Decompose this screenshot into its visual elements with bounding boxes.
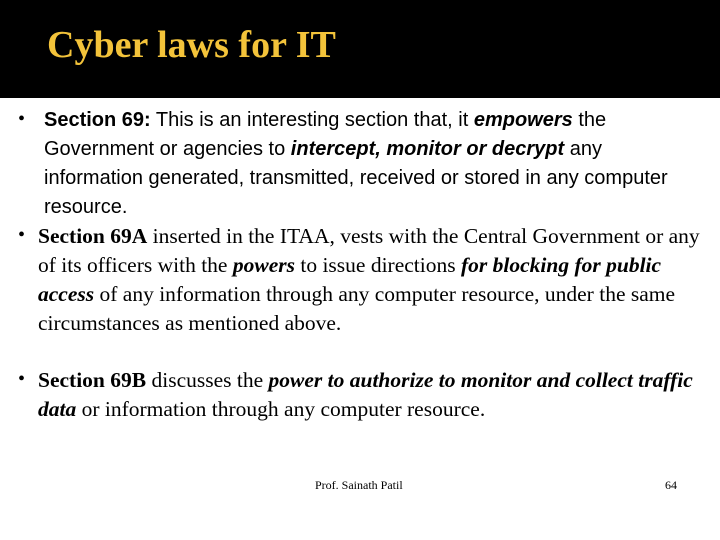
text-run: of any information through any computer resource, under the same circumstances as mentioned above.: [38, 282, 676, 335]
section-label: Section 69:: [44, 109, 151, 131]
slide-title: Cyber laws for IT: [47, 24, 336, 66]
bullet-marker: •: [18, 368, 26, 390]
text-run: discusses the: [146, 368, 269, 392]
text-run: the Government or agencies to: [44, 109, 607, 160]
emphasis-run: empowers: [473, 109, 573, 131]
emphasis-run: power to authorize to monitor and collect traffic data: [38, 368, 693, 421]
bullet-marker: •: [18, 224, 26, 246]
text-run: or information through any computer resource.: [76, 397, 486, 421]
text-run: any information generated, transmitted, received or stored in any computer resource.: [44, 138, 668, 218]
page-number: 64: [665, 478, 677, 492]
emphasis-run: powers: [232, 253, 295, 277]
bullet-item-section-69a: [18, 222, 710, 338]
section-label: Section 69B: [38, 368, 147, 392]
footer-author: Prof. Sainath Patil: [315, 478, 403, 492]
bullet-marker: •: [18, 108, 26, 130]
bullet-text: [38, 222, 710, 338]
text-run: to issue directions: [294, 253, 461, 277]
emphasis-run: intercept, monitor or decrypt: [290, 138, 565, 160]
title-bar: [0, 0, 720, 98]
emphasis-run: for blocking for public access: [38, 253, 662, 306]
section-label: Section 69A: [38, 224, 148, 248]
bullet-item-section-69: [18, 106, 704, 222]
bullet-text: [38, 366, 714, 424]
text-run: inserted in the ITAA, vests with the Central Government or any of its officers with the: [38, 224, 700, 277]
bullet-text: [44, 106, 704, 222]
bullet-item-section-69b: [18, 366, 714, 424]
text-run: This is an interesting section that, it: [150, 109, 474, 131]
